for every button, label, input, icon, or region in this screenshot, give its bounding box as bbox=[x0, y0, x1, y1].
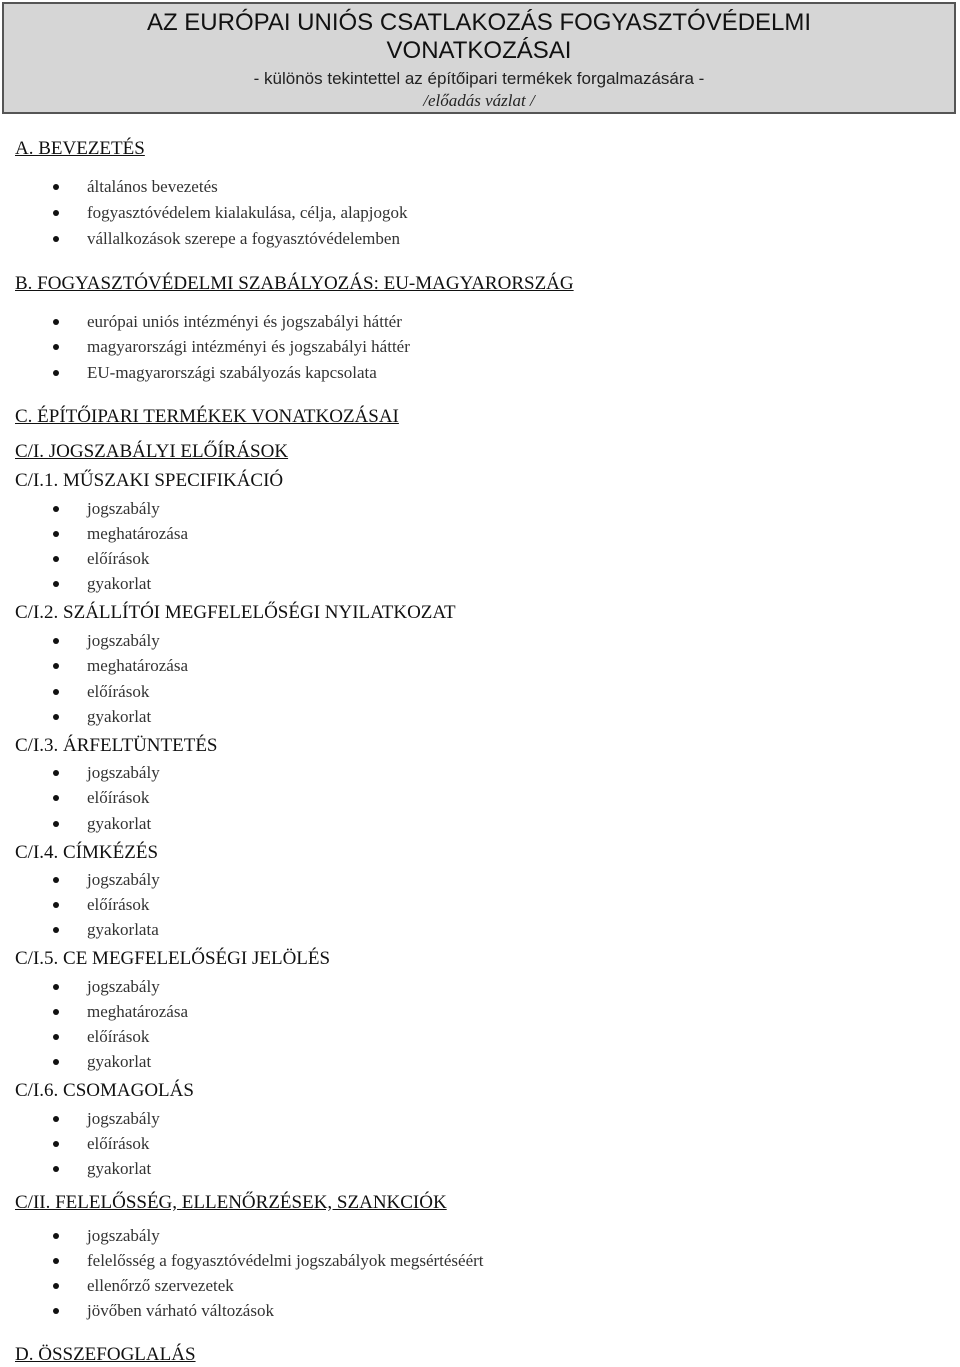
list-item: EU-magyarországi szabályozás kapcsolata bbox=[87, 363, 377, 383]
bullet-icon bbox=[53, 184, 59, 190]
section-heading-d: D. ÖSSZEFOGLALÁS bbox=[15, 1344, 196, 1365]
bullet-icon bbox=[53, 370, 59, 376]
bullet-icon bbox=[53, 714, 59, 720]
section-heading-a: A. BEVEZETÉS bbox=[15, 138, 145, 159]
bullet-icon bbox=[53, 506, 59, 512]
list-item: jogszabály bbox=[87, 631, 160, 651]
bullet-icon bbox=[53, 236, 59, 242]
list-item: jogszabály bbox=[87, 1109, 160, 1129]
bullet-icon bbox=[53, 1059, 59, 1065]
list-item: előírások bbox=[87, 895, 149, 915]
list-item: gyakorlat bbox=[87, 1159, 151, 1179]
section-heading-b: B. FOGYASZTÓVÉDELMI SZABÁLYOZÁS: EU-MAGYARORSZÁG bbox=[15, 273, 574, 294]
list-item: előírások bbox=[87, 549, 149, 569]
list-item: gyakorlat bbox=[87, 574, 151, 594]
bullet-icon bbox=[53, 902, 59, 908]
section-heading-cii: C/II. FELELŐSSÉG, ELLENŐRZÉSEK, SZANKCIÓK bbox=[15, 1192, 447, 1213]
document-title-line-1: AZ EURÓPAI UNIÓS CSATLAKOZÁS FOGYASZTÓVÉDELMI bbox=[146, 9, 812, 36]
section-heading-ci2: C/I.2. SZÁLLÍTÓI MEGFELELŐSÉGI NYILATKOZAT bbox=[15, 602, 456, 623]
list-item: gyakorlat bbox=[87, 1052, 151, 1072]
list-item: ellenőrző szervezetek bbox=[87, 1276, 234, 1296]
bullet-icon bbox=[53, 344, 59, 350]
section-heading-ci1: C/I.1. MŰSZAKI SPECIFIKÁCIÓ bbox=[15, 470, 284, 491]
document-title-line-2: VONATKOZÁSAI bbox=[386, 37, 572, 64]
title-box bbox=[2, 2, 956, 114]
bullet-icon bbox=[53, 770, 59, 776]
document-subtitle: - különös tekintettel az építőipari termékek forgalmazására - bbox=[253, 69, 705, 88]
list-item: jogszabály bbox=[87, 1226, 160, 1246]
list-item: vállalkozások szerepe a fogyasztóvédelemben bbox=[87, 229, 400, 249]
bullet-icon bbox=[53, 1034, 59, 1040]
bullet-icon bbox=[53, 1258, 59, 1264]
list-item: gyakorlata bbox=[87, 920, 159, 940]
bullet-icon bbox=[53, 984, 59, 990]
bullet-icon bbox=[53, 663, 59, 669]
bullet-icon bbox=[53, 1116, 59, 1122]
section-heading-ci3: C/I.3. ÁRFELTÜNTETÉS bbox=[15, 735, 218, 756]
list-item: előírások bbox=[87, 1027, 149, 1047]
list-item: előírások bbox=[87, 1134, 149, 1154]
section-heading-ci4: C/I.4. CÍMKÉZÉS bbox=[15, 842, 159, 863]
bullet-icon bbox=[53, 1308, 59, 1314]
bullet-icon bbox=[53, 927, 59, 933]
list-item: jogszabály bbox=[87, 977, 160, 997]
bullet-icon bbox=[53, 581, 59, 587]
list-item: általános bevezetés bbox=[87, 177, 218, 197]
list-item: felelősség a fogyasztóvédelmi jogszabályok megsértéséért bbox=[87, 1251, 484, 1271]
list-item: jogszabály bbox=[87, 763, 160, 783]
list-item: fogyasztóvédelem kialakulása, célja, alapjogok bbox=[87, 203, 408, 223]
bullet-icon bbox=[53, 531, 59, 537]
bullet-icon bbox=[53, 556, 59, 562]
bullet-icon bbox=[53, 821, 59, 827]
bullet-icon bbox=[53, 319, 59, 325]
bullet-icon bbox=[53, 1141, 59, 1147]
list-item: európai uniós intézményi és jogszabályi háttér bbox=[87, 312, 402, 332]
section-heading-ci5: C/I.5. CE MEGFELELŐSÉGI JELÖLÉS bbox=[15, 948, 331, 969]
list-item: meghatározása bbox=[87, 656, 188, 676]
list-item: jogszabály bbox=[87, 499, 160, 519]
bullet-icon bbox=[53, 1166, 59, 1172]
list-item: jogszabály bbox=[87, 870, 160, 890]
list-item: jövőben várható változások bbox=[87, 1301, 274, 1321]
section-heading-ci: C/I. JOGSZABÁLYI ELŐÍRÁSOK bbox=[15, 441, 289, 462]
bullet-icon bbox=[53, 1283, 59, 1289]
bullet-icon bbox=[53, 877, 59, 883]
document-note: /előadás vázlat / bbox=[423, 91, 535, 110]
list-item: gyakorlat bbox=[87, 707, 151, 727]
section-heading-c: C. ÉPÍTŐIPARI TERMÉKEK VONATKOZÁSAI bbox=[15, 406, 399, 427]
list-item: előírások bbox=[87, 788, 149, 808]
bullet-icon bbox=[53, 210, 59, 216]
bullet-icon bbox=[53, 689, 59, 695]
list-item: meghatározása bbox=[87, 524, 188, 544]
list-item: meghatározása bbox=[87, 1002, 188, 1022]
bullet-icon bbox=[53, 795, 59, 801]
list-item: előírások bbox=[87, 682, 149, 702]
bullet-icon bbox=[53, 638, 59, 644]
section-heading-ci6: C/I.6. CSOMAGOLÁS bbox=[15, 1080, 194, 1101]
bullet-icon bbox=[53, 1009, 59, 1015]
list-item: gyakorlat bbox=[87, 814, 151, 834]
list-item: magyarországi intézményi és jogszabályi háttér bbox=[87, 337, 410, 357]
bullet-icon bbox=[53, 1233, 59, 1239]
